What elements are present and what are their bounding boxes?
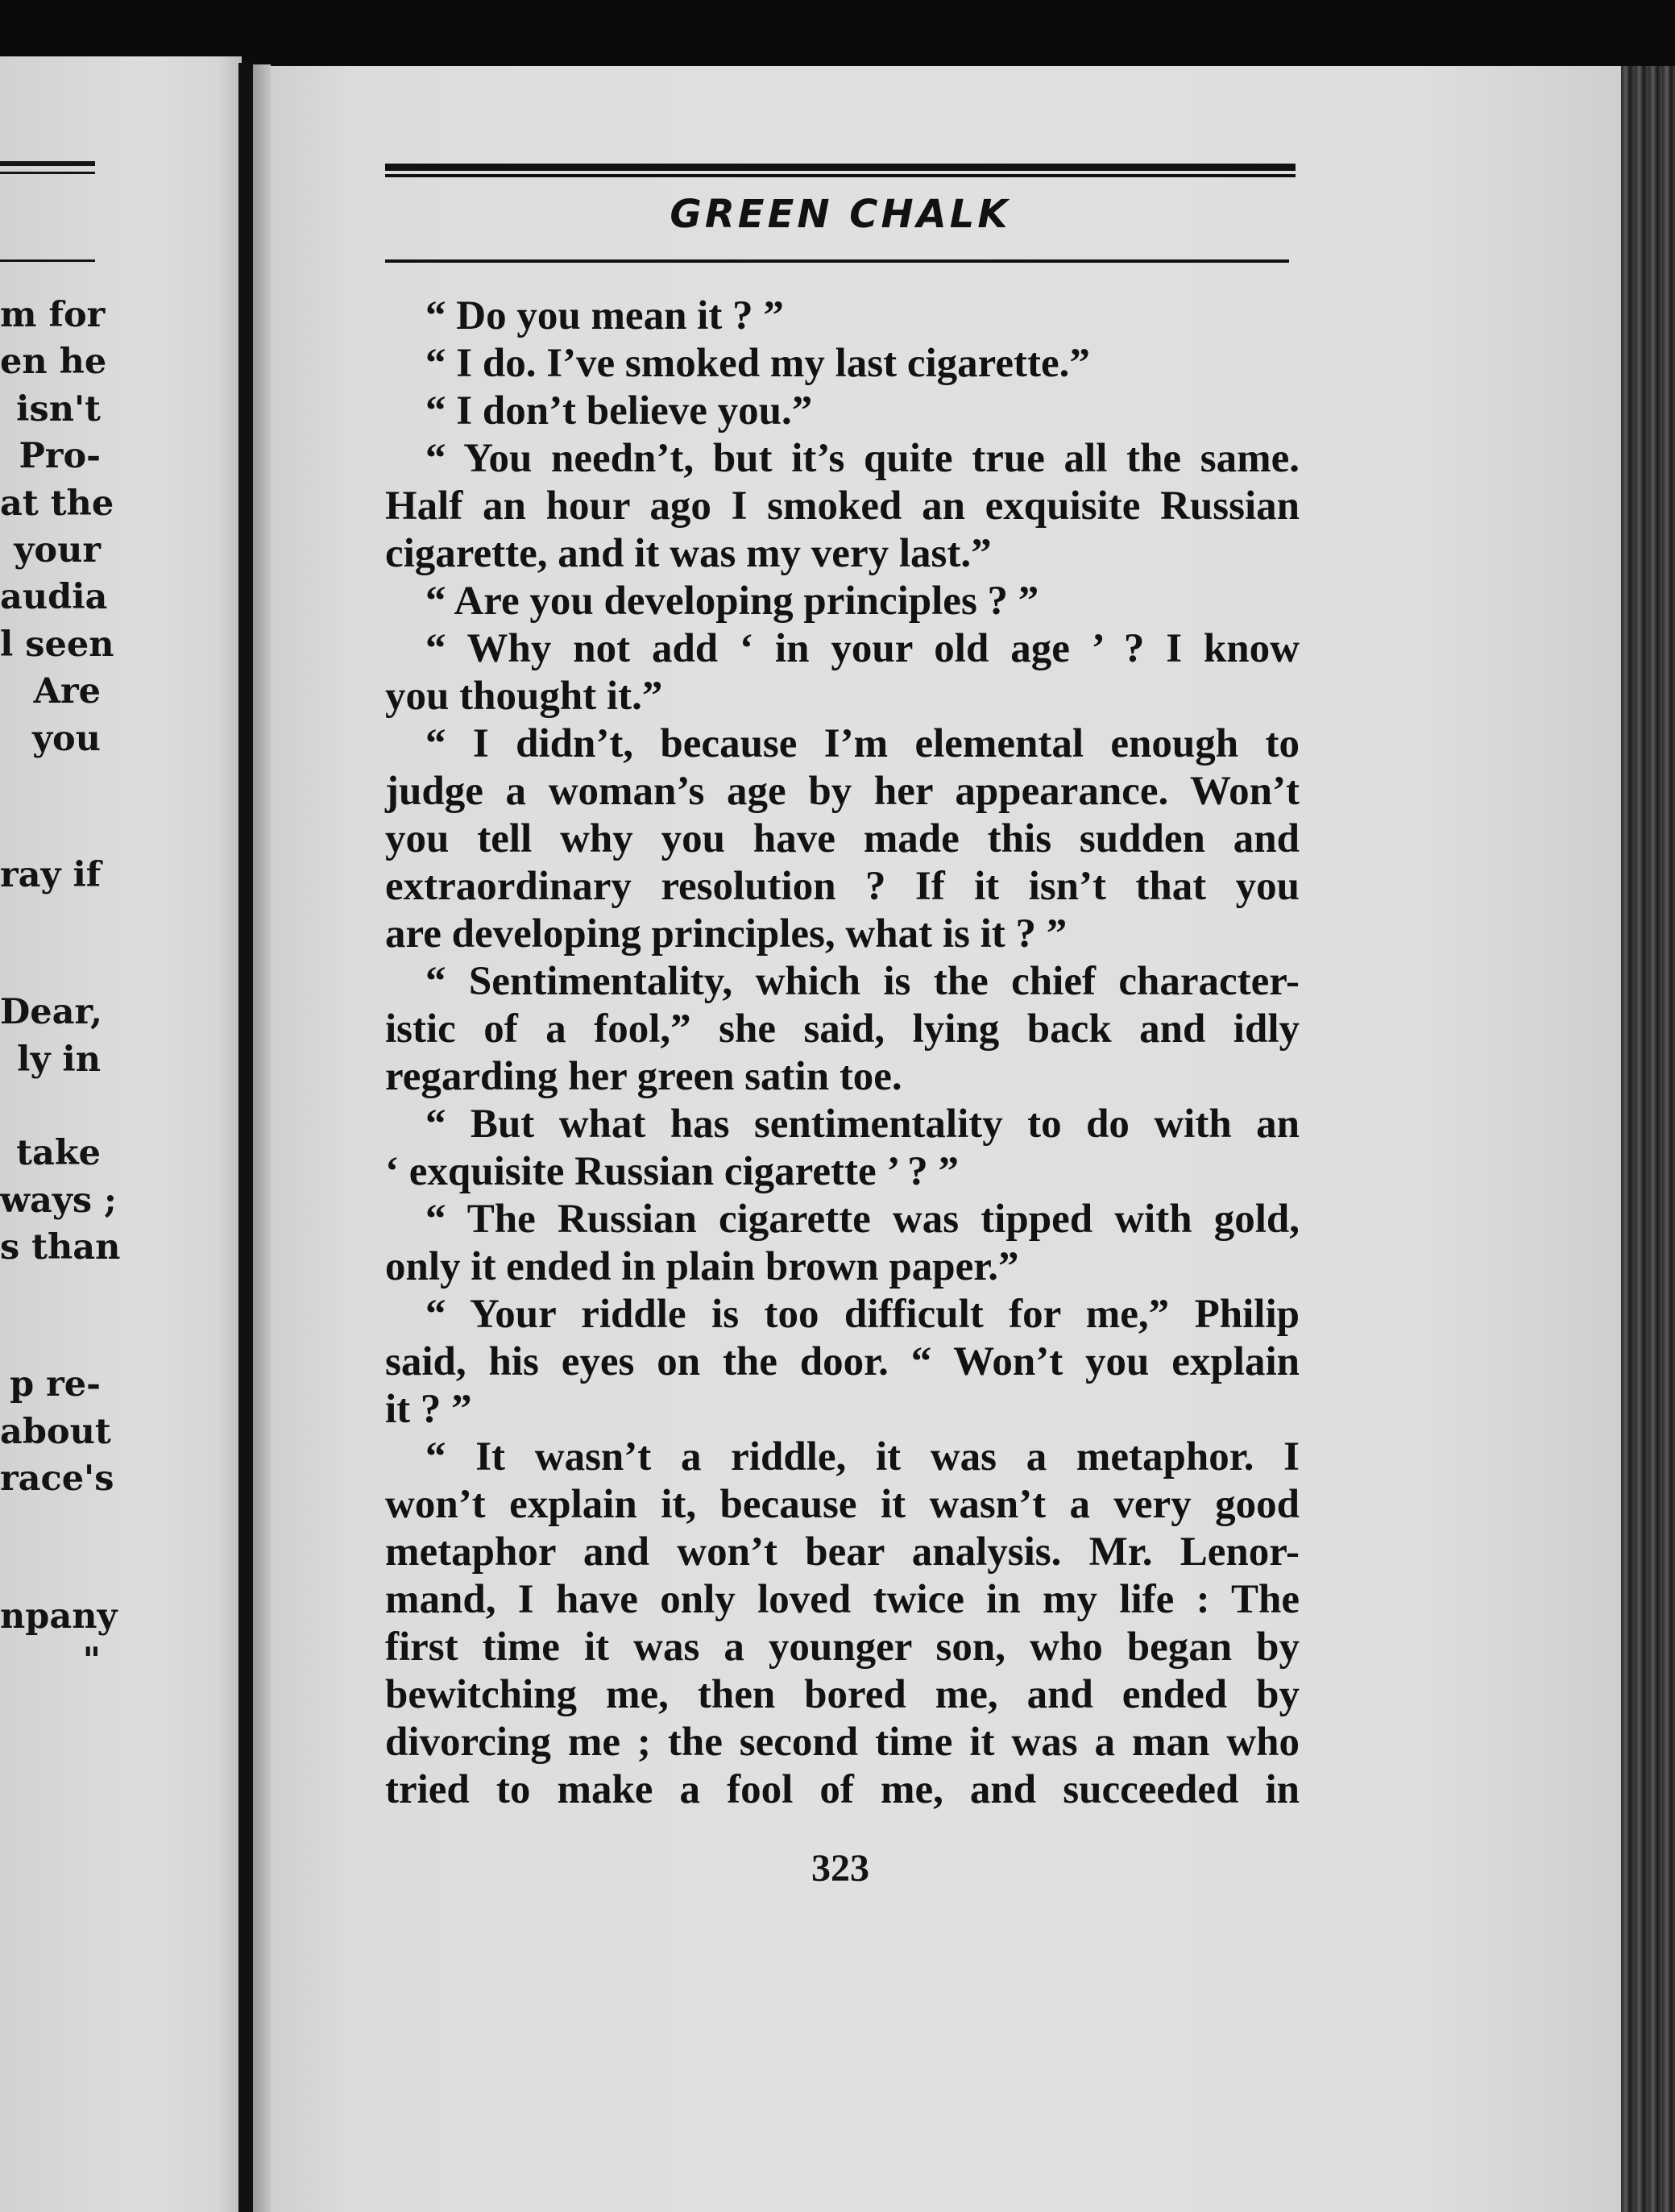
previous-page-line-fragment: Dear, [0,992,103,1032]
text-line: “ You needn’t, but it’s quite true all the same. [425,436,1300,481]
previous-page-line-fragment: you [32,719,101,759]
text-line: mand, I have only loved twice in my life : The [385,1577,1300,1622]
text-line: cigarette, and it was my very last.” [385,531,992,576]
text-line: extraordinary resolution ? If it isn’t that you [385,864,1300,909]
text-line: “ But what has sentimentality to do with an [425,1102,1300,1147]
text-line: only it ended in plain brown paper.” [385,1244,1019,1289]
text-line: Half an hour ago I smoked an exquisite Russian [385,483,1300,529]
previous-page-line-fragment: npany [0,1596,118,1637]
header-double-rule-thin [385,174,1296,177]
text-line: judge a woman’s age by her appearance. Won’t [385,769,1300,814]
previous-page-line-fragment: l seen [0,625,114,665]
text-line: “ I don’t believe you.” [425,388,813,434]
previous-page-line-fragment: race's [0,1459,114,1499]
previous-page-line-fragment: Are [33,671,101,712]
previous-page-line-fragment: audia [0,577,108,617]
previous-page-header-rule [0,161,95,166]
previous-page-line-fragment: at the [0,483,114,524]
previous-page-line-fragment: s than [0,1227,121,1268]
previous-page-line-fragment: p re- [10,1364,101,1405]
text-line: you tell why you have made this sudden and [385,816,1300,861]
text-line: tried to make a fool of me, and succeeded in [385,1767,1300,1812]
previous-page-line-fragment: ray if [0,855,102,895]
previous-page-line-fragment: about [0,1412,111,1452]
previous-page-line-fragment: Pro- [19,436,101,476]
page-fore-edge [1621,66,1675,2212]
text-line: “ The Russian cigarette was tipped with gold, [425,1197,1300,1242]
text-line: ‘ exquisite Russian cigarette ’ ? ” [385,1149,960,1194]
text-line: divorcing me ; the second time it was a man who [385,1720,1300,1765]
text-line: “ Why not add ‘ in your old age ’ ? I know [425,626,1300,671]
previous-page-line-fragment: " [82,1641,101,1681]
previous-page-line-fragment: isn't [16,389,101,430]
page-body-text [385,293,1300,1814]
previous-page-line-fragment: en he [0,342,107,382]
text-line: “ Sentimentality, which is the chief character- [425,959,1300,1004]
text-line: it ? ” [385,1387,472,1432]
text-line: “ I didn’t, because I’m elemental enough to [425,721,1300,766]
running-head: GREEN CHALK [670,192,1011,237]
gutter-shadow [253,64,271,2212]
book-gutter [238,63,253,2212]
running-head-underline [385,259,1289,263]
text-line: “ Are you developing principles ? ” [425,579,1039,624]
text-line: metaphor and won’t bear analysis. Mr. Lenor- [385,1529,1300,1575]
page-number: 323 [811,1847,869,1890]
text-line: istic of a fool,” she said, lying back and idly [385,1006,1300,1052]
previous-page-line-fragment: m for [0,295,106,335]
previous-page-head-underline [0,259,95,262]
previous-page-line-fragment: ways ; [0,1181,117,1221]
text-line: “ Your riddle is too difficult for me,” Philip [425,1292,1300,1337]
previous-page-line-fragment: your [14,530,101,571]
previous-page-header-rule-thin [0,172,95,174]
text-line: “ Do you mean it ? ” [425,293,784,338]
text-line: “ I do. I’ve smoked my last cigarette.” [425,341,1090,386]
previous-page-line-fragment: ly in [17,1040,101,1080]
text-line: regarding her green satin toe. [385,1054,902,1099]
text-line: “ It wasn’t a riddle, it was a metaphor. I [425,1434,1300,1480]
text-line: said, his eyes on the door. “ Won’t you explain [385,1339,1300,1384]
text-line: won’t explain it, because it wasn’t a very good [385,1482,1300,1527]
text-line: are developing principles, what is it ? ” [385,911,1068,957]
text-line: first time it was a younger son, who began by [385,1625,1300,1670]
text-line: bewitching me, then bored me, and ended by [385,1672,1300,1717]
header-double-rule-thick [385,164,1296,171]
previous-page-line-fragment: take [16,1133,101,1173]
text-line: you thought it.” [385,674,663,719]
